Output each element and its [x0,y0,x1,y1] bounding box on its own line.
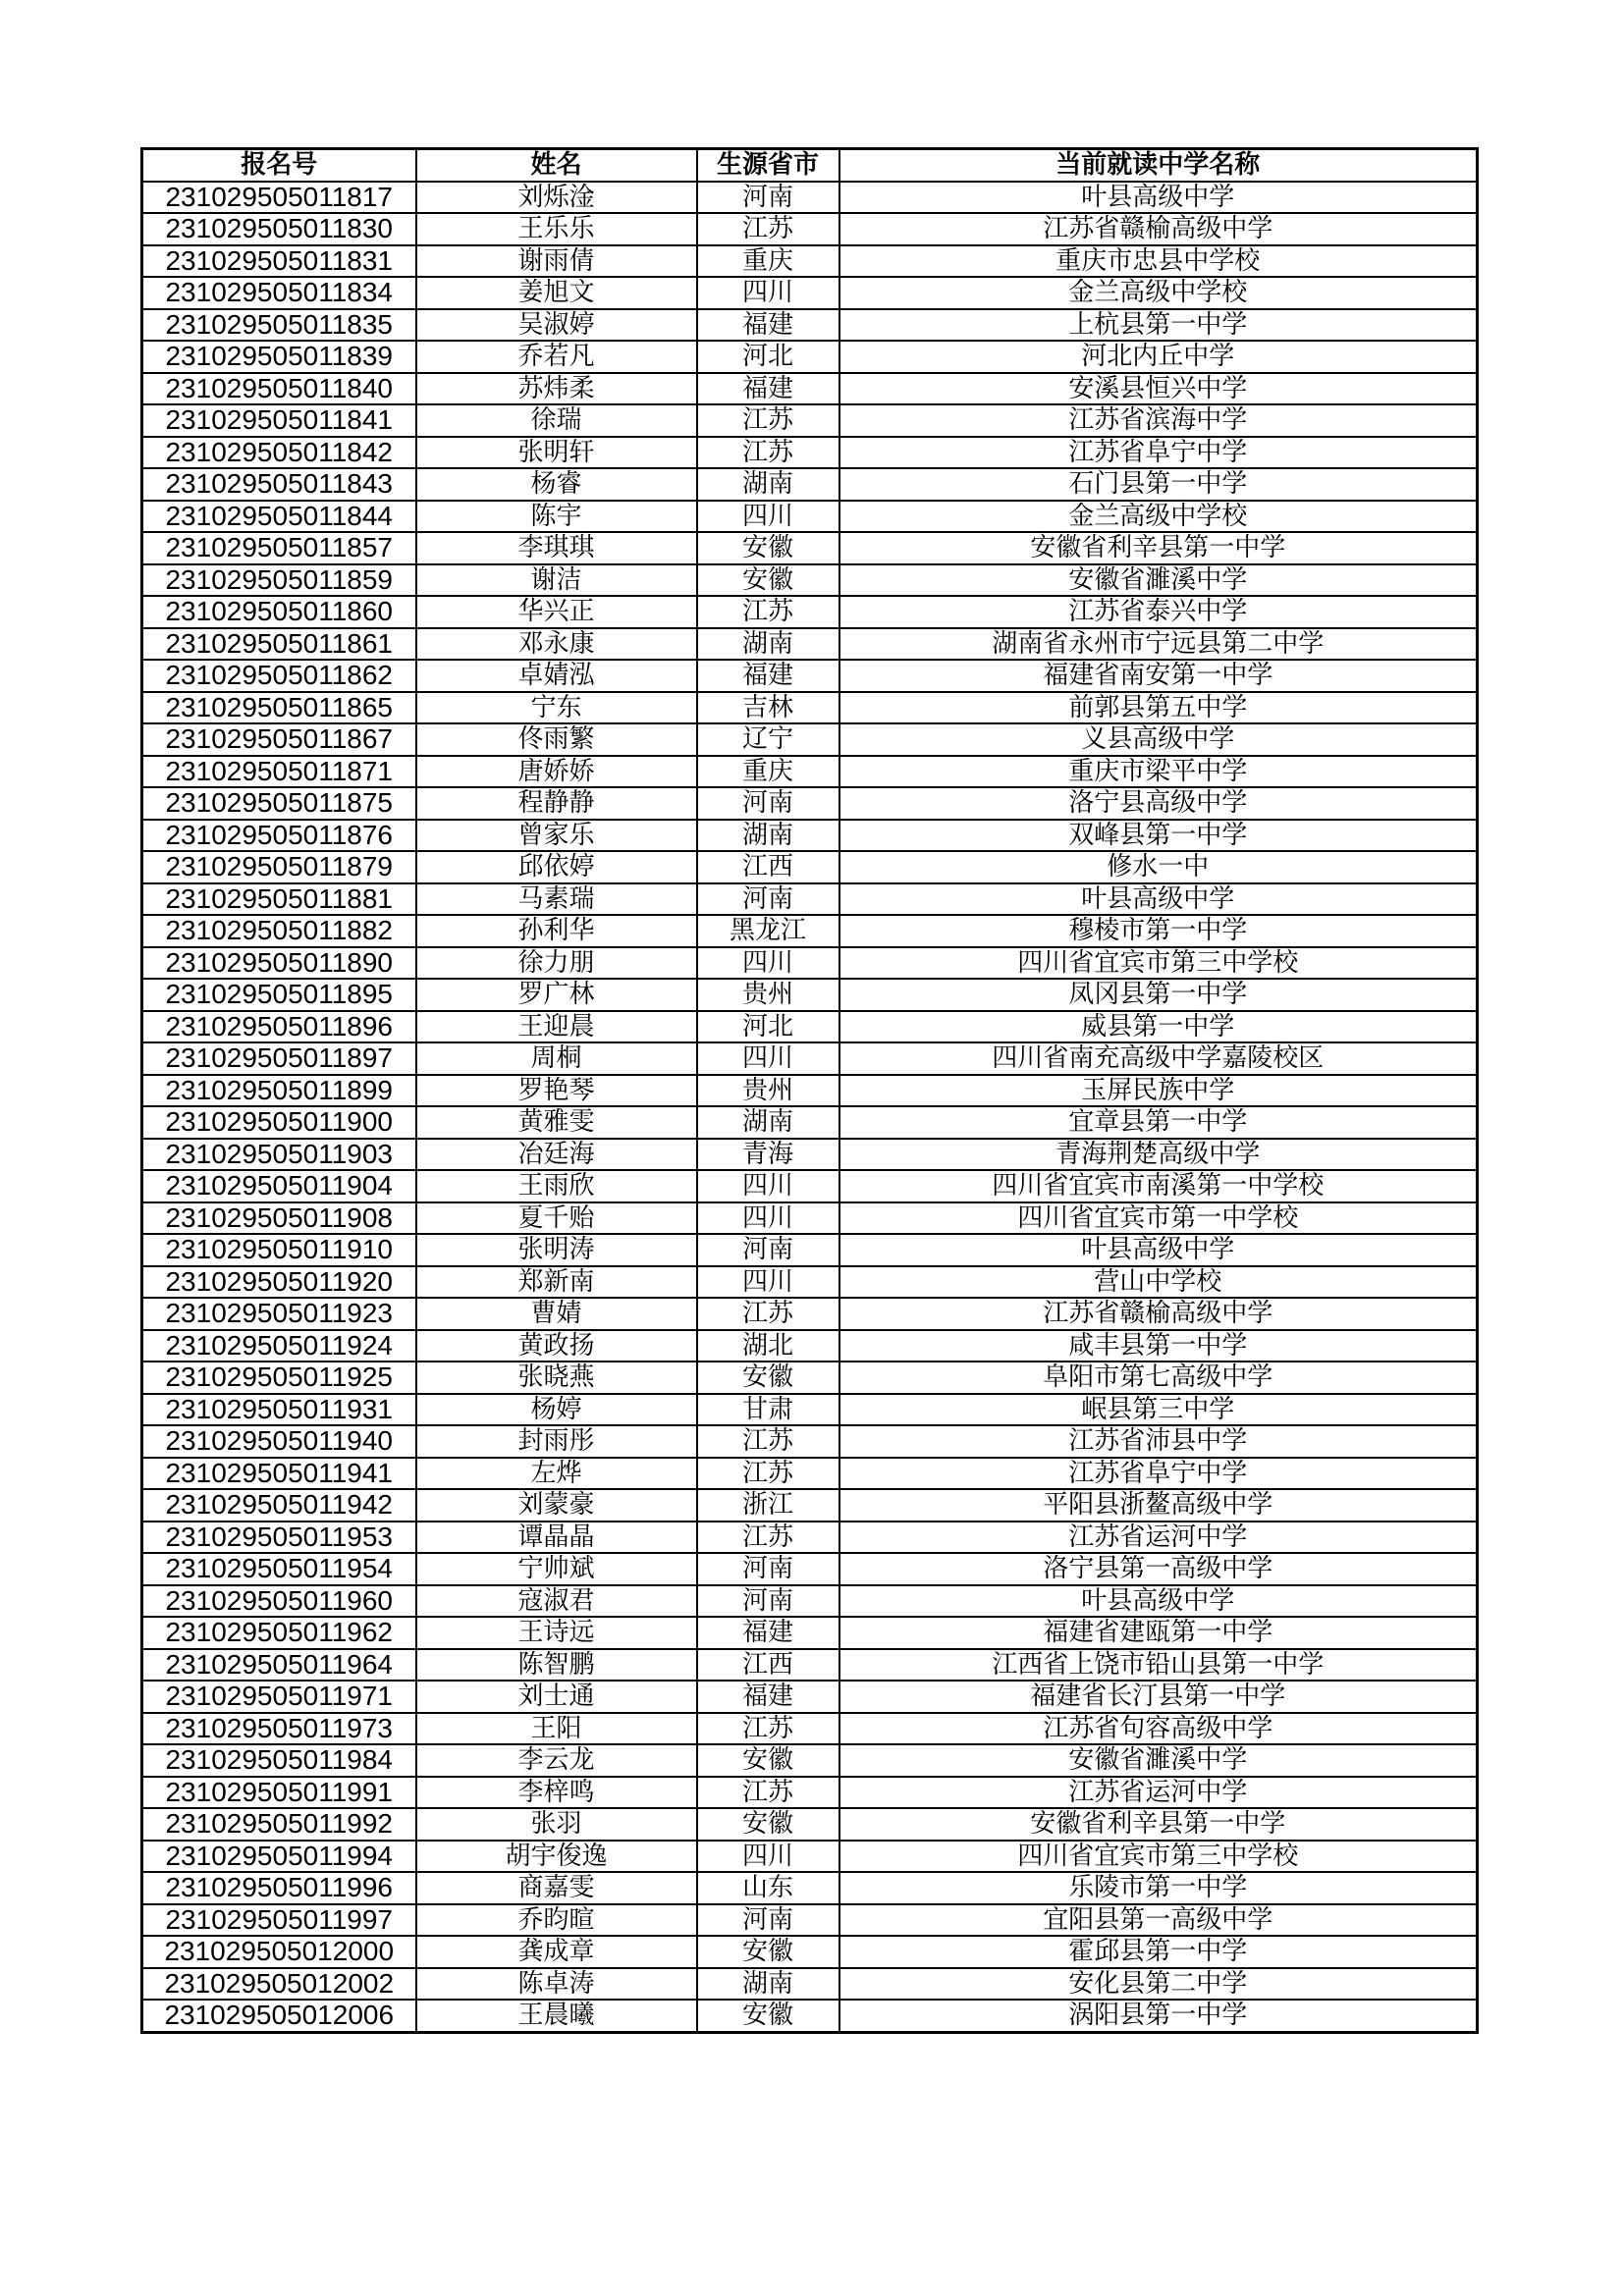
school-cell: 宜阳县第一高级中学 [839,1904,1478,1937]
name-cell: 罗艳琴 [416,1075,697,1107]
school-cell: 修水一中 [839,851,1478,883]
registration-number-cell: 231029505011942 [142,1489,416,1522]
registration-number-cell: 231029505011875 [142,787,416,820]
school-cell: 义县高级中学 [839,723,1478,756]
school-cell: 平阳县浙鳌高级中学 [839,1489,1478,1522]
table-row [142,1936,1478,1968]
registration-number-cell: 231029505011991 [142,1777,416,1809]
registration-number-cell: 231029505011904 [142,1170,416,1202]
registration-number-cell: 231029505011984 [142,1744,416,1777]
table-row [142,1042,1478,1075]
school-cell: 金兰高级中学校 [839,277,1478,309]
table-row [142,1744,1478,1777]
student-table [140,147,1479,2034]
province-cell: 江苏 [697,1713,839,1745]
school-cell: 福建省建瓯第一中学 [839,1617,1478,1649]
name-cell: 邓永康 [416,628,697,661]
registration-number-cell: 231029505011881 [142,883,416,916]
name-cell: 吴淑婷 [416,309,697,342]
table-row [142,915,1478,947]
registration-number-cell: 231029505011925 [142,1362,416,1394]
registration-number-cell: 231029505011923 [142,1298,416,1330]
name-cell: 王晨曦 [416,2000,697,2032]
school-cell: 上杭县第一中学 [839,309,1478,342]
province-cell: 湖南 [697,1968,839,2001]
registration-number-cell: 231029505011994 [142,1841,416,1873]
name-cell: 王诗远 [416,1617,697,1649]
registration-number-cell: 231029505012006 [142,2000,416,2032]
school-cell: 咸丰县第一中学 [839,1330,1478,1362]
table-row [142,1617,1478,1649]
school-cell: 四川省宜宾市南溪第一中学校 [839,1170,1478,1202]
name-cell: 谢雨倩 [416,245,697,278]
school-cell: 阜阳市第七高级中学 [839,1362,1478,1394]
school-cell: 宜章县第一中学 [839,1106,1478,1139]
name-cell: 黄雅雯 [416,1106,697,1139]
registration-number-cell: 231029505011962 [142,1617,416,1649]
school-cell: 穆棱市第一中学 [839,915,1478,947]
name-cell: 王雨欣 [416,1170,697,1202]
school-cell: 江苏省沛县中学 [839,1425,1478,1458]
province-cell: 安徽 [697,532,839,564]
registration-number-cell: 231029505011839 [142,341,416,373]
registration-number-cell: 231029505011953 [142,1522,416,1554]
school-cell: 重庆市忠县中学校 [839,245,1478,278]
province-cell: 江苏 [697,404,839,437]
table-row [142,1170,1478,1202]
table-row [142,1968,1478,2001]
registration-number-cell: 231029505011971 [142,1681,416,1713]
school-cell: 前郭县第五中学 [839,692,1478,724]
registration-number-cell: 231029505011895 [142,979,416,1011]
school-cell: 威县第一中学 [839,1011,1478,1043]
province-cell: 福建 [697,309,839,342]
name-cell: 唐娇娇 [416,756,697,788]
name-cell: 陈宇 [416,501,697,533]
table-row [142,820,1478,852]
school-cell: 四川省宜宾市第三中学校 [839,947,1478,980]
table-row [142,245,1478,278]
school-cell: 江苏省阜宁中学 [839,1458,1478,1490]
registration-number-cell: 231029505011997 [142,1904,416,1937]
table-row [142,1234,1478,1266]
name-cell: 宁帅斌 [416,1553,697,1585]
registration-number-cell: 231029505011876 [142,820,416,852]
header-registration-number: 报名号 [142,149,416,182]
table-row [142,596,1478,628]
name-cell: 夏千贻 [416,1202,697,1235]
registration-number-cell: 231029505011882 [142,915,416,947]
registration-number-cell: 231029505011897 [142,1042,416,1075]
table-row [142,213,1478,245]
name-cell: 寇淑君 [416,1585,697,1618]
registration-number-cell: 231029505011992 [142,1808,416,1841]
table-row [142,1904,1478,1937]
school-cell: 江苏省句容高级中学 [839,1713,1478,1745]
province-cell: 四川 [697,1170,839,1202]
registration-number-cell: 231029505011843 [142,468,416,501]
registration-number-cell: 231029505011817 [142,182,416,214]
registration-number-cell: 231029505011840 [142,373,416,405]
name-cell: 郑新南 [416,1266,697,1299]
registration-number-cell: 231029505011908 [142,1202,416,1235]
name-cell: 苏炜柔 [416,373,697,405]
registration-number-cell: 231029505011842 [142,437,416,469]
province-cell: 四川 [697,1266,839,1299]
table-row [142,723,1478,756]
name-cell: 王乐乐 [416,213,697,245]
school-cell: 玉屏民族中学 [839,1075,1478,1107]
province-cell: 浙江 [697,1489,839,1522]
province-cell: 四川 [697,1841,839,1873]
registration-number-cell: 231029505011920 [142,1266,416,1299]
registration-number-cell: 231029505011896 [142,1011,416,1043]
school-cell: 安徽省濉溪中学 [839,564,1478,597]
table-row [142,660,1478,692]
school-cell: 霍邱县第一中学 [839,1936,1478,1968]
registration-number-cell: 231029505011859 [142,564,416,597]
table-row [142,947,1478,980]
name-cell: 杨睿 [416,468,697,501]
name-cell: 刘士通 [416,1681,697,1713]
school-cell: 湖南省永州市宁远县第二中学 [839,628,1478,661]
name-cell: 华兴正 [416,596,697,628]
name-cell: 李梓鸣 [416,1777,697,1809]
name-cell: 陈智鹏 [416,1649,697,1682]
name-cell: 张明涛 [416,1234,697,1266]
table-row [142,532,1478,564]
school-cell: 岷县第三中学 [839,1394,1478,1426]
name-cell: 胡宇俊逸 [416,1841,697,1873]
name-cell: 曾家乐 [416,820,697,852]
table-row [142,309,1478,342]
name-cell: 乔昀暄 [416,1904,697,1937]
header-name: 姓名 [416,149,697,182]
registration-number-cell: 231029505011903 [142,1139,416,1171]
registration-number-cell: 231029505011831 [142,245,416,278]
table-row [142,1011,1478,1043]
school-cell: 乐陵市第一中学 [839,1872,1478,1904]
table-row [142,1681,1478,1713]
registration-number-cell: 231029505012000 [142,1936,416,1968]
province-cell: 江西 [697,1649,839,1682]
province-cell: 湖南 [697,820,839,852]
name-cell: 徐力朋 [416,947,697,980]
table-row [142,1649,1478,1682]
table-row [142,787,1478,820]
school-cell: 双峰县第一中学 [839,820,1478,852]
school-cell: 营山中学校 [839,1266,1478,1299]
table-row [142,373,1478,405]
province-cell: 湖南 [697,1106,839,1139]
school-cell: 石门县第一中学 [839,468,1478,501]
table-row [142,182,1478,214]
school-cell: 叶县高级中学 [839,1234,1478,1266]
table-row [142,1362,1478,1394]
province-cell: 四川 [697,277,839,309]
table-row [142,1585,1478,1618]
school-cell: 江苏省泰兴中学 [839,596,1478,628]
province-cell: 河南 [697,787,839,820]
school-cell: 涡阳县第一中学 [839,2000,1478,2032]
province-cell: 甘肃 [697,1394,839,1426]
name-cell: 张羽 [416,1808,697,1841]
name-cell: 谢洁 [416,564,697,597]
table-row [142,501,1478,533]
school-cell: 叶县高级中学 [839,182,1478,214]
name-cell: 程静静 [416,787,697,820]
table-row [142,1425,1478,1458]
table-row [142,1553,1478,1585]
name-cell: 曹婧 [416,1298,697,1330]
school-cell: 青海荆楚高级中学 [839,1139,1478,1171]
name-cell: 龚成章 [416,1936,697,1968]
name-cell: 张晓燕 [416,1362,697,1394]
school-cell: 安徽省利辛县第一中学 [839,532,1478,564]
table-row [142,437,1478,469]
province-cell: 江苏 [697,213,839,245]
school-cell: 江苏省赣榆高级中学 [839,213,1478,245]
registration-number-cell: 231029505011924 [142,1330,416,1362]
registration-number-cell: 231029505011941 [142,1458,416,1490]
province-cell: 四川 [697,1202,839,1235]
registration-number-cell: 231029505011860 [142,596,416,628]
name-cell: 冶廷海 [416,1139,697,1171]
name-cell: 罗广林 [416,979,697,1011]
name-cell: 姜旭文 [416,277,697,309]
table-row [142,341,1478,373]
registration-number-cell: 231029505011899 [142,1075,416,1107]
registration-number-cell: 231029505011890 [142,947,416,980]
registration-number-cell: 231029505011931 [142,1394,416,1426]
school-cell: 江苏省运河中学 [839,1522,1478,1554]
school-cell: 重庆市梁平中学 [839,756,1478,788]
registration-number-cell: 231029505011834 [142,277,416,309]
table-row [142,1202,1478,1235]
name-cell: 乔若凡 [416,341,697,373]
registration-number-cell: 231029505011865 [142,692,416,724]
registration-number-cell: 231029505011954 [142,1553,416,1585]
registration-number-cell: 231029505011900 [142,1106,416,1139]
province-cell: 河南 [697,1904,839,1937]
school-cell: 江苏省运河中学 [839,1777,1478,1809]
table-row [142,1841,1478,1873]
registration-number-cell: 231029505011835 [142,309,416,342]
registration-number-cell: 231029505012002 [142,1968,416,2001]
registration-number-cell: 231029505011910 [142,1234,416,1266]
province-cell: 安徽 [697,1362,839,1394]
table-row [142,1872,1478,1904]
school-cell: 安化县第二中学 [839,1968,1478,2001]
table-row [142,277,1478,309]
school-cell: 四川省南充高级中学嘉陵校区 [839,1042,1478,1075]
registration-number-cell: 231029505011960 [142,1585,416,1618]
school-cell: 河北内丘中学 [839,341,1478,373]
province-cell: 安徽 [697,2000,839,2032]
province-cell: 湖南 [697,628,839,661]
registration-number-cell: 231029505011940 [142,1425,416,1458]
name-cell: 封雨彤 [416,1425,697,1458]
table-row [142,1075,1478,1107]
province-cell: 福建 [697,1681,839,1713]
province-cell: 安徽 [697,1744,839,1777]
province-cell: 江苏 [697,1458,839,1490]
registration-number-cell: 231029505011844 [142,501,416,533]
name-cell: 商嘉雯 [416,1872,697,1904]
province-cell: 江苏 [697,1298,839,1330]
province-cell: 河南 [697,1553,839,1585]
name-cell: 佟雨繁 [416,723,697,756]
province-cell: 江苏 [697,1425,839,1458]
table-row [142,1808,1478,1841]
province-cell: 河北 [697,1011,839,1043]
registration-number-cell: 231029505011862 [142,660,416,692]
school-cell: 洛宁县第一高级中学 [839,1553,1478,1585]
province-cell: 江苏 [697,1777,839,1809]
school-cell: 江苏省阜宁中学 [839,437,1478,469]
school-cell: 凤冈县第一中学 [839,979,1478,1011]
province-cell: 湖北 [697,1330,839,1362]
province-cell: 江苏 [697,596,839,628]
table-row [142,883,1478,916]
province-cell: 黑龙江 [697,915,839,947]
name-cell: 张明轩 [416,437,697,469]
table-row [142,979,1478,1011]
province-cell: 福建 [697,1617,839,1649]
province-cell: 重庆 [697,756,839,788]
table-row [142,468,1478,501]
school-cell: 叶县高级中学 [839,883,1478,916]
name-cell: 刘烁淦 [416,182,697,214]
name-cell: 王迎晨 [416,1011,697,1043]
school-cell: 安徽省利辛县第一中学 [839,1808,1478,1841]
province-cell: 辽宁 [697,723,839,756]
table-row [142,1330,1478,1362]
province-cell: 山东 [697,1872,839,1904]
name-cell: 周桐 [416,1042,697,1075]
province-cell: 江苏 [697,1522,839,1554]
province-cell: 安徽 [697,1936,839,1968]
registration-number-cell: 231029505011830 [142,213,416,245]
province-cell: 河北 [697,341,839,373]
province-cell: 四川 [697,947,839,980]
province-cell: 贵州 [697,1075,839,1107]
table-row [142,1777,1478,1809]
province-cell: 四川 [697,501,839,533]
header-province: 生源省市 [697,149,839,182]
registration-number-cell: 231029505011973 [142,1713,416,1745]
table-row [142,628,1478,661]
province-cell: 安徽 [697,1808,839,1841]
name-cell: 宁东 [416,692,697,724]
province-cell: 河南 [697,182,839,214]
table-row [142,564,1478,597]
province-cell: 河南 [697,1585,839,1618]
table-row [142,1458,1478,1490]
name-cell: 卓婧泓 [416,660,697,692]
school-cell: 金兰高级中学校 [839,501,1478,533]
table-row [142,1106,1478,1139]
province-cell: 贵州 [697,979,839,1011]
school-cell: 江苏省滨海中学 [839,404,1478,437]
name-cell: 邱依婷 [416,851,697,883]
header-school: 当前就读中学名称 [839,149,1478,182]
registration-number-cell: 231029505011871 [142,756,416,788]
school-cell: 叶县高级中学 [839,1585,1478,1618]
registration-number-cell: 231029505011867 [142,723,416,756]
table-row [142,851,1478,883]
table-row [142,692,1478,724]
table-row [142,1394,1478,1426]
school-cell: 江苏省赣榆高级中学 [839,1298,1478,1330]
name-cell: 刘蒙豪 [416,1489,697,1522]
name-cell: 孙利华 [416,915,697,947]
name-cell: 左烨 [416,1458,697,1490]
table-row [142,1139,1478,1171]
name-cell: 李琪琪 [416,532,697,564]
registration-number-cell: 231029505011964 [142,1649,416,1682]
province-cell: 江西 [697,851,839,883]
province-cell: 福建 [697,660,839,692]
school-cell: 江西省上饶市铅山县第一中学 [839,1649,1478,1682]
registration-number-cell: 231029505011861 [142,628,416,661]
table-row [142,2000,1478,2032]
table-row [142,1489,1478,1522]
table-row [142,756,1478,788]
school-cell: 安溪县恒兴中学 [839,373,1478,405]
name-cell: 谭晶晶 [416,1522,697,1554]
registration-number-cell: 231029505011857 [142,532,416,564]
student-table-container [140,147,1479,2034]
registration-number-cell: 231029505011996 [142,1872,416,1904]
province-cell: 福建 [697,373,839,405]
province-cell: 安徽 [697,564,839,597]
name-cell: 李云龙 [416,1744,697,1777]
province-cell: 青海 [697,1139,839,1171]
name-cell: 徐瑞 [416,404,697,437]
table-header-row [142,149,1478,182]
registration-number-cell: 231029505011841 [142,404,416,437]
school-cell: 安徽省濉溪中学 [839,1744,1478,1777]
name-cell: 杨婷 [416,1394,697,1426]
table-row [142,1298,1478,1330]
school-cell: 福建省南安第一中学 [839,660,1478,692]
name-cell: 王阳 [416,1713,697,1745]
name-cell: 陈卓涛 [416,1968,697,2001]
province-cell: 江苏 [697,437,839,469]
school-cell: 四川省宜宾市第三中学校 [839,1841,1478,1873]
province-cell: 河南 [697,883,839,916]
school-cell: 洛宁县高级中学 [839,787,1478,820]
table-row [142,1266,1478,1299]
school-cell: 福建省长汀县第一中学 [839,1681,1478,1713]
registration-number-cell: 231029505011879 [142,851,416,883]
name-cell: 黄政扬 [416,1330,697,1362]
province-cell: 河南 [697,1234,839,1266]
province-cell: 吉林 [697,692,839,724]
province-cell: 湖南 [697,468,839,501]
school-cell: 四川省宜宾市第一中学校 [839,1202,1478,1235]
table-row [142,404,1478,437]
table-row [142,1522,1478,1554]
province-cell: 四川 [697,1042,839,1075]
province-cell: 重庆 [697,245,839,278]
table-body [142,182,1478,2033]
table-row [142,1713,1478,1745]
name-cell: 马素瑞 [416,883,697,916]
